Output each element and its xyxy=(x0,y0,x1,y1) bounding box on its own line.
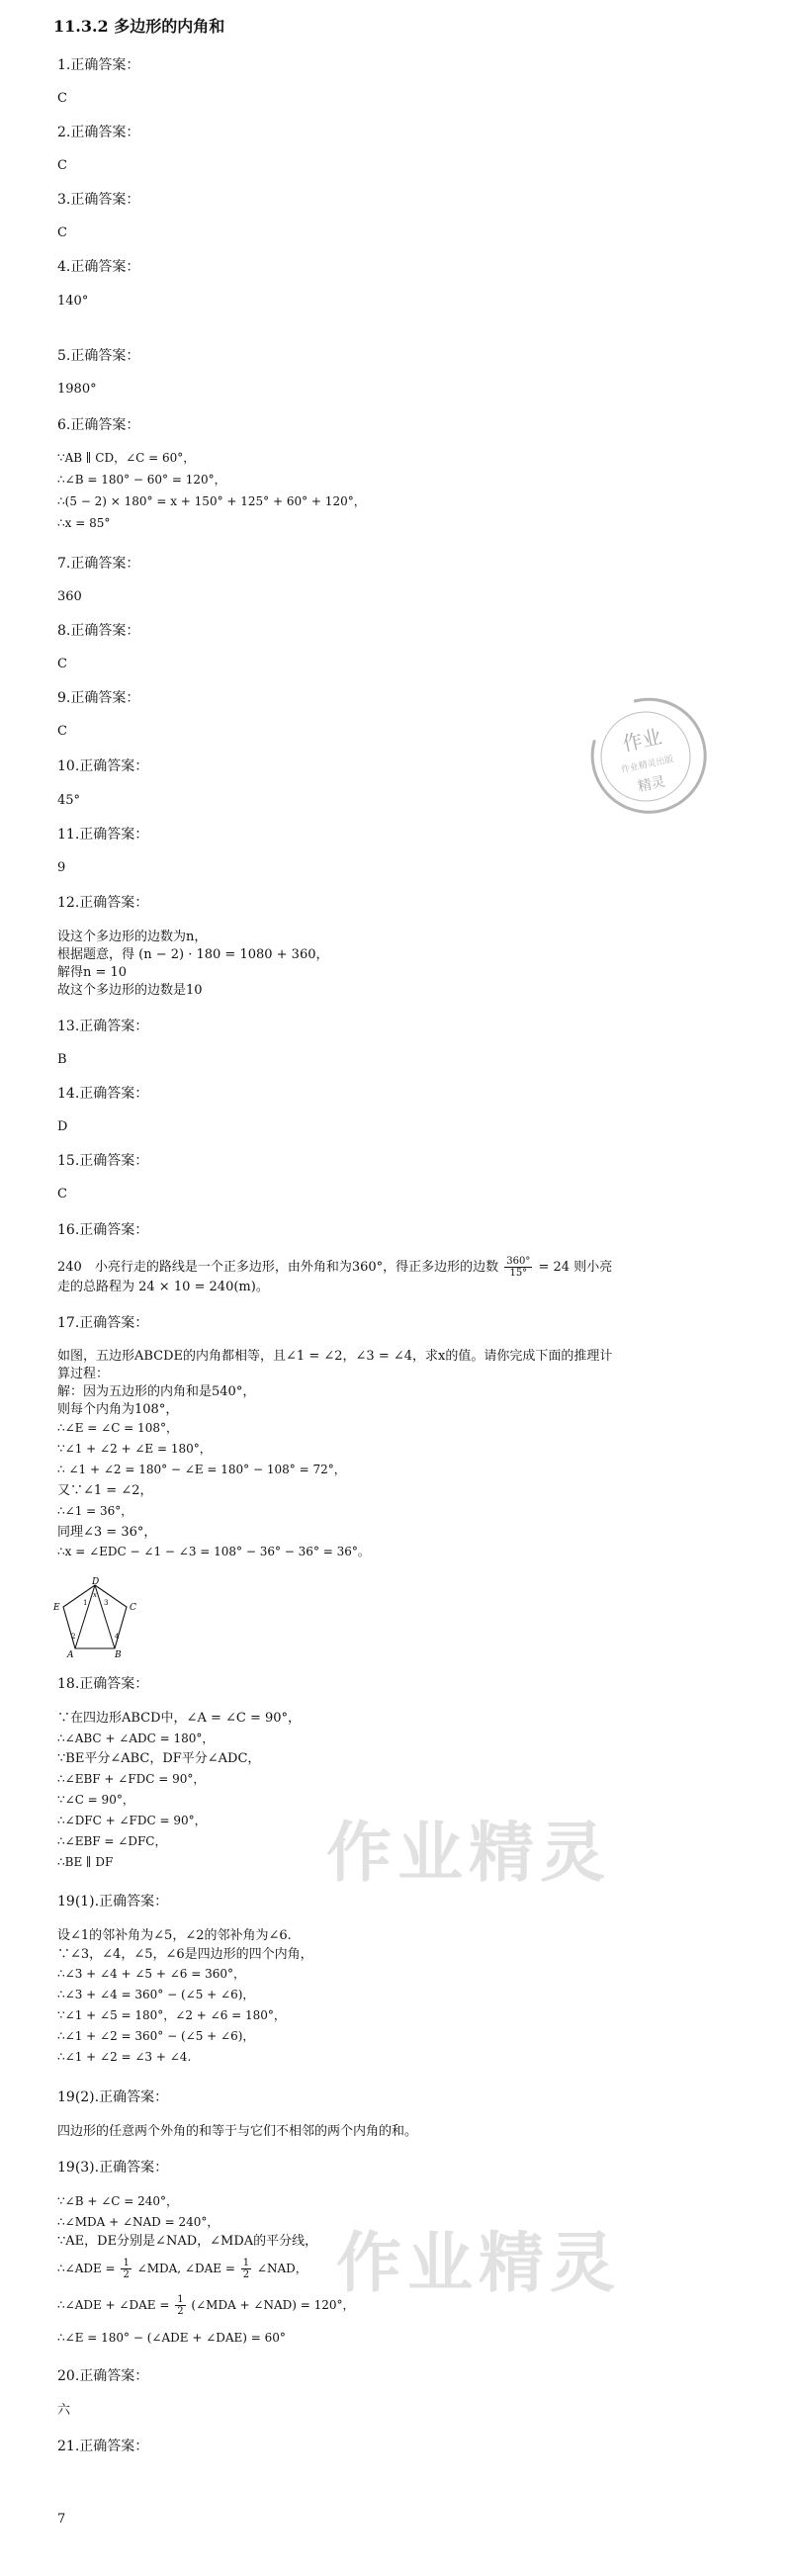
q12-line: 故这个多边形的边数是10 xyxy=(57,983,203,998)
watermark: 作业精灵 xyxy=(336,2225,621,2301)
q14-heading: 14.正确答案： xyxy=(57,1086,149,1102)
q2-heading: 2.正确答案： xyxy=(57,125,140,140)
q21-answer: 7 xyxy=(57,2512,66,2527)
label-4: 4 xyxy=(115,1633,120,1641)
half-fraction: $\frac{1}{2}$ xyxy=(242,2258,250,2280)
q19c-line: ∵AE，DE分别是∠NAD，∠MDA的平分线， xyxy=(57,2234,318,2249)
q6-line: ∴∠B = 180° − 60° = 120°， xyxy=(57,473,226,487)
q17-line: ∵∠1 + ∠2 + ∠E = 180°， xyxy=(57,1442,212,1456)
label-c: C xyxy=(130,1603,136,1613)
pentagon-figure xyxy=(51,1577,140,1658)
q21-heading: 21.正确答案： xyxy=(57,2439,149,2454)
q7-answer: 360 xyxy=(57,589,82,604)
q18-line: ∴BE ∥ DF xyxy=(57,1855,114,1869)
q12-heading: 12.正确答案： xyxy=(57,895,149,911)
q13-answer: B xyxy=(57,1052,67,1067)
q19b-answer: 四边形的任意两个外角的和等于与它们不相邻的两个内角的和。 xyxy=(57,2124,418,2139)
q17-line: 如图，五边形ABCDE的内角都相等，且∠1 = ∠2，∠3 = ∠4，求x的值。请你完成下面的推理计 xyxy=(57,1349,613,1364)
q18-line: ∴∠EBF = ∠DFC， xyxy=(57,1834,167,1848)
q1-heading: 1.正确答案： xyxy=(57,57,140,73)
q19a-heading: 19(1).正确答案： xyxy=(57,1894,169,1910)
q17-line: 又∵∠1 = ∠2， xyxy=(57,1483,153,1498)
watermark: 作业精灵 xyxy=(326,1815,611,1891)
fraction: $\frac{360^\circ}{15^\circ}$ xyxy=(506,1256,531,1279)
q19c-line5: ∴∠ADE + ∠DAE = $\frac{1}{2}$ (∠MDA + ∠NAD) = 120°， xyxy=(57,2294,355,2317)
q19c-line: ∴∠MDA + ∠NAD = 240°， xyxy=(57,2215,220,2229)
label-x: x xyxy=(93,1591,97,1599)
q17-line: 算过程： xyxy=(57,1367,110,1381)
q5-answer: 1980° xyxy=(57,382,97,397)
q17-line: ∴x = ∠EDC − ∠1 − ∠3 = 108° − 36° − 36° = 36°。 xyxy=(57,1545,370,1558)
q19a-line: ∵∠1 + ∠5 = 180°，∠2 + ∠6 = 180°， xyxy=(57,2008,286,2022)
q19a-line: ∴∠3 + ∠4 = 360° − (∠5 + ∠6)， xyxy=(57,1988,255,2001)
label-d: D xyxy=(92,1577,100,1587)
q4-answer: 140° xyxy=(57,294,89,309)
stamp-top-text: 作业 xyxy=(620,724,664,756)
label-b: B xyxy=(115,1650,122,1658)
q9-answer: C xyxy=(57,724,67,739)
q18-line: ∵BE平分∠ABC，DF平分∠ADC， xyxy=(57,1751,261,1766)
q18-heading: 18.正确答案： xyxy=(57,1676,149,1692)
label-e: E xyxy=(53,1603,60,1613)
q19c-line: ∵∠B + ∠C = 240°， xyxy=(57,2194,179,2208)
q19a-line: 设∠1的邻补角为∠5，∠2的邻补角为∠6. xyxy=(57,1928,292,1943)
label-a: A xyxy=(67,1650,74,1658)
q11-answer: 9 xyxy=(57,860,66,875)
q19a-line: ∵∠3，∠4，∠5，∠6是四边形的四个内角， xyxy=(57,1947,313,1962)
q20-heading: 20.正确答案： xyxy=(57,2368,149,2384)
q17-line: ∴ ∠1 + ∠2 = 180° − ∠E = 180° − 108° = 72°， xyxy=(57,1463,346,1476)
q18-line: ∵∠C = 90°， xyxy=(57,1793,134,1807)
q8-heading: 8.正确答案： xyxy=(57,623,140,639)
q19c-heading: 19(3).正确答案： xyxy=(57,2160,169,2176)
q5-heading: 5.正确答案： xyxy=(57,348,140,364)
label-3: 3 xyxy=(104,1599,109,1607)
stamp-ring-text: 作业精灵出版 xyxy=(620,755,675,776)
q2-answer: C xyxy=(57,158,67,173)
diagonal-da xyxy=(75,1585,95,1648)
q6-line: ∵AB ∥ CD，∠C = 60°， xyxy=(57,451,196,465)
q11-heading: 11.正确答案： xyxy=(57,827,149,843)
q17-heading: 17.正确答案： xyxy=(57,1315,149,1331)
q7-heading: 7.正确答案： xyxy=(57,556,140,572)
q17-line: 同理∠3 = 36°， xyxy=(57,1525,157,1540)
q8-answer: C xyxy=(57,657,67,671)
q15-heading: 15.正确答案： xyxy=(57,1153,149,1169)
q12-line: 根据题意，得 (n − 2) · 180 = 1080 + 360， xyxy=(57,947,329,962)
q10-answer: 45° xyxy=(57,793,81,808)
q17-line: ∴∠E = ∠C = 108°， xyxy=(57,1421,178,1435)
q17-line: 解：因为五边形的内角和是540°， xyxy=(57,1384,256,1399)
q19c-line: ∴∠E = 180° − (∠ADE + ∠DAE) = 60° xyxy=(57,2331,286,2345)
q19c-line4: ∴∠ADE = $\frac{1}{2}$ ∠MDA, ∠DAE = $\frac{1}{2}$ ∠NAD， xyxy=(57,2258,308,2280)
q20-answer: 六 xyxy=(57,2403,71,2418)
page-title: 11.3.2 多边形的内角和 xyxy=(53,17,225,36)
q4-heading: 4.正确答案： xyxy=(57,259,140,275)
half-fraction: $\frac{1}{2}$ xyxy=(177,2294,184,2317)
q6-line: ∴(5 − 2) × 180° = x + 150° + 125° + 60° + 120°， xyxy=(57,494,366,508)
q18-line: ∴∠ABC + ∠ADC = 180°， xyxy=(57,1732,215,1745)
label-1: 1 xyxy=(83,1599,88,1607)
q13-heading: 13.正确答案： xyxy=(57,1019,149,1034)
half-fraction: $\frac{1}{2}$ xyxy=(123,2258,130,2280)
q16-line2: 走的总路程为 24 × 10 = 240(m)。 xyxy=(57,1280,269,1294)
q17-line: 则每个内角为108°， xyxy=(57,1402,179,1417)
q12-line: 设这个多边形的边数为n， xyxy=(57,930,208,944)
q18-line: ∵在四边形ABCD中，∠A = ∠C = 90°， xyxy=(57,1711,302,1726)
q6-heading: 6.正确答案： xyxy=(57,417,140,433)
q19a-line: ∴∠3 + ∠4 + ∠5 + ∠6 = 360°， xyxy=(57,1967,246,1981)
q14-answer: D xyxy=(57,1119,68,1134)
label-2: 2 xyxy=(71,1633,76,1641)
q16-line1: 240 小亮行走的路线是一个正多边形，由外角和为360°，得正多边形的边数 $\frac{360^\circ}{15^\circ}$ = 24 则小亮 xyxy=(57,1256,613,1279)
q3-heading: 3.正确答案： xyxy=(57,192,140,208)
q15-answer: C xyxy=(57,1187,67,1201)
diagonal-db xyxy=(95,1585,115,1648)
q3-answer: C xyxy=(57,225,67,240)
q10-heading: 10.正确答案： xyxy=(57,758,149,774)
q19a-line: ∴∠1 + ∠2 = 360° − (∠5 + ∠6)， xyxy=(57,2029,255,2043)
q1-answer: C xyxy=(57,91,67,106)
q19a-line: ∴∠1 + ∠2 = ∠3 + ∠4. xyxy=(57,2050,192,2064)
q17-line: ∴∠1 = 36°， xyxy=(57,1504,133,1518)
q16-heading: 16.正确答案： xyxy=(57,1222,149,1238)
q9-heading: 9.正确答案： xyxy=(57,690,140,706)
q19b-heading: 19(2).正确答案： xyxy=(57,2089,169,2105)
q18-line: ∴∠EBF + ∠FDC = 90°， xyxy=(57,1772,206,1786)
stamp-bottom-text: 精灵 xyxy=(636,773,667,796)
q12-line: 解得n = 10 xyxy=(57,965,128,980)
stamp-logo xyxy=(581,692,710,821)
q18-line: ∴∠DFC + ∠FDC = 90°， xyxy=(57,1814,207,1827)
q6-line: ∴x = 85° xyxy=(57,516,111,530)
